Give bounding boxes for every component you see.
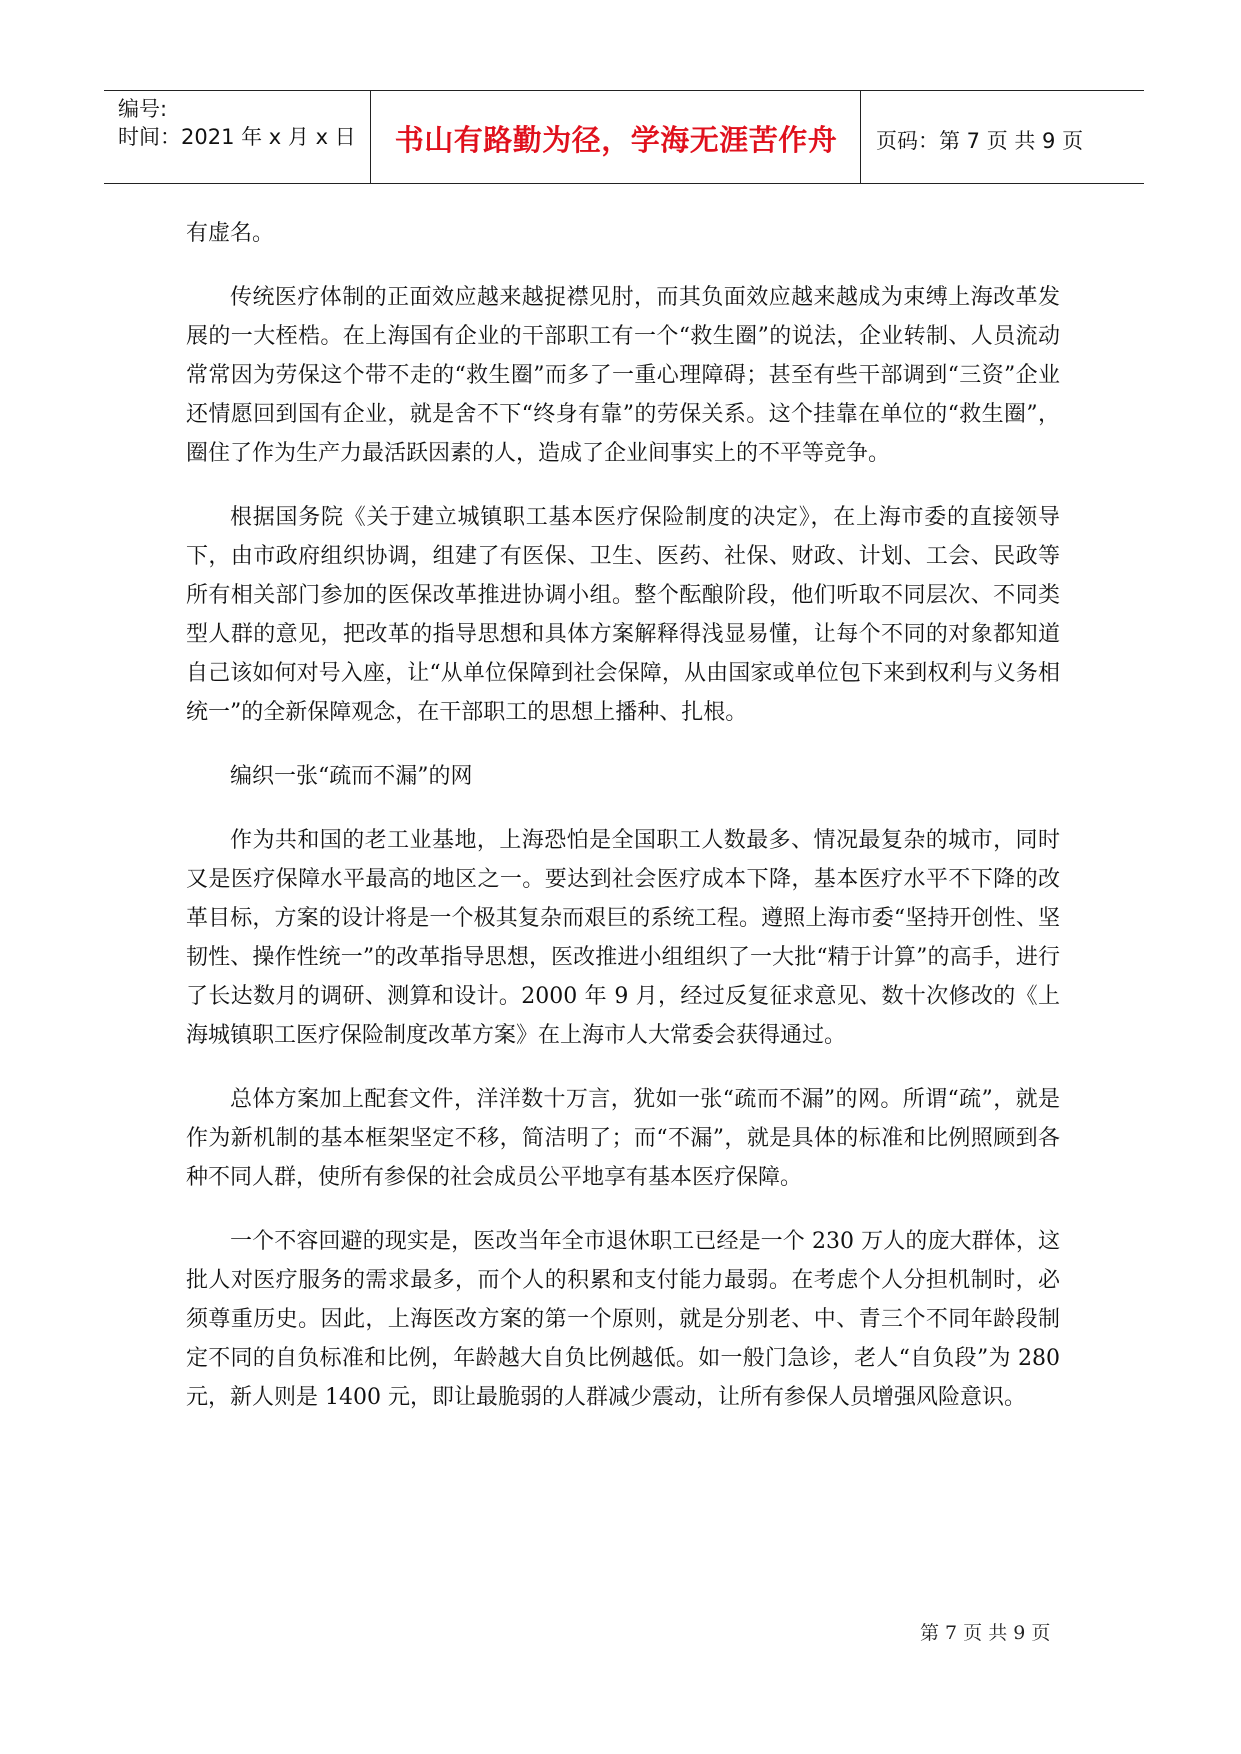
header-page-cell (872, 91, 1144, 183)
section-heading: 编织一张“疏而不漏”的网 (230, 764, 473, 789)
header-divider (370, 91, 371, 183)
header-divider (860, 91, 861, 183)
serial-label: 编号: (118, 97, 168, 121)
paragraph: 一个不容回避的现实是，医改当年全市退休职工已经是一个 230 万人的庞大群体，这批人对医疗服务的需求最多，而个人的积累和支付能力最弱。在考虑个人分担机制时，必须尊重历史。因此，上海医改方案的第一个原则，就是分别老、中、青三个不同年龄段制定不同的自负标准和比例，年龄越大自负比例越低。如一般门急诊，老人“自负段”为 280 元，新人则是 1400 元，即让最脆弱的人群减少震动，让所有参保人员增强风险意识。 (186, 1229, 1060, 1410)
time-label: 时间：2021 年 x 月 x 日 (118, 125, 356, 149)
footer-page-indicator: 第 7 页 共 9 页 (920, 1622, 1051, 1644)
paragraph: 有虚名。 (186, 221, 275, 246)
header-page-label: 页码：第 7 页 共 9 页 (876, 129, 1084, 153)
paragraph: 根据国务院《关于建立城镇职工基本医疗保险制度的决定》，在上海市委的直接领导下，由市政府组织协调，组建了有医保、卫生、医药、社保、财政、计划、工会、民政等所有相关部门参加的医保改革推进协调小组。整个酝酿阶段，他们听取不同层次、不同类型人群的意见，把改革的指导思想和具体方案解释得浅显易懂，让每个不同的对象都知道自己该如何对号入座，让“从单位保障到社会保障，从由国家或单位包下来到权利与义务相统一”的全新保障观念，在干部职工的思想上播种、扎根。 (186, 505, 1060, 725)
header-motto-cell (372, 91, 860, 183)
page-footer (920, 1618, 1100, 1645)
document-body (186, 214, 1060, 1442)
paragraph: 传统医疗体制的正面效应越来越捉襟见肘，而其负面效应越来越成为束缚上海改革发展的一大桎梏。在上海国有企业的干部职工有一个“救生圈”的说法，企业转制、人员流动常常因为劳保这个带不走的“救生圈”而多了一重心理障碍；甚至有些干部调到“三资”企业还情愿回到国有企业，就是舍不下“终身有靠”的劳保关系。这个挂靠在单位的“救生圈”，圈住了作为生产力最活跃因素的人，造成了企业间事实上的不平等竞争。 (186, 285, 1060, 466)
paragraph: 作为共和国的老工业基地，上海恐怕是全国职工人数最多、情况最复杂的城市，同时又是医疗保障水平最高的地区之一。要达到社会医疗成本下降，基本医疗水平不下降的改革目标，方案的设计将是一个极其复杂而艰巨的系统工程。遵照上海市委“坚持开创性、坚韧性、操作性统一”的改革指导思想，医改推进小组组织了一大批“精于计算”的高手，进行了长达数月的调研、测算和设计。2000 年 9 月，经过反复征求意见、数十次修改的《上海城镇职工医疗保险制度改革方案》在上海市人大常委会获得通过。 (186, 828, 1060, 1048)
page-header (104, 90, 1144, 184)
paragraph: 总体方案加上配套文件，洋洋数十万言，犹如一张“疏而不漏”的网。所谓“疏”，就是作为新机制的基本框架坚定不移，简洁明了；而“不漏”，就是具体的标准和比例照顾到各种不同人群，使所有参保的社会成员公平地享有基本医疗保障。 (186, 1087, 1060, 1190)
header-motto: 书山有路勤为径，学海无涯苦作舟 (394, 123, 838, 157)
